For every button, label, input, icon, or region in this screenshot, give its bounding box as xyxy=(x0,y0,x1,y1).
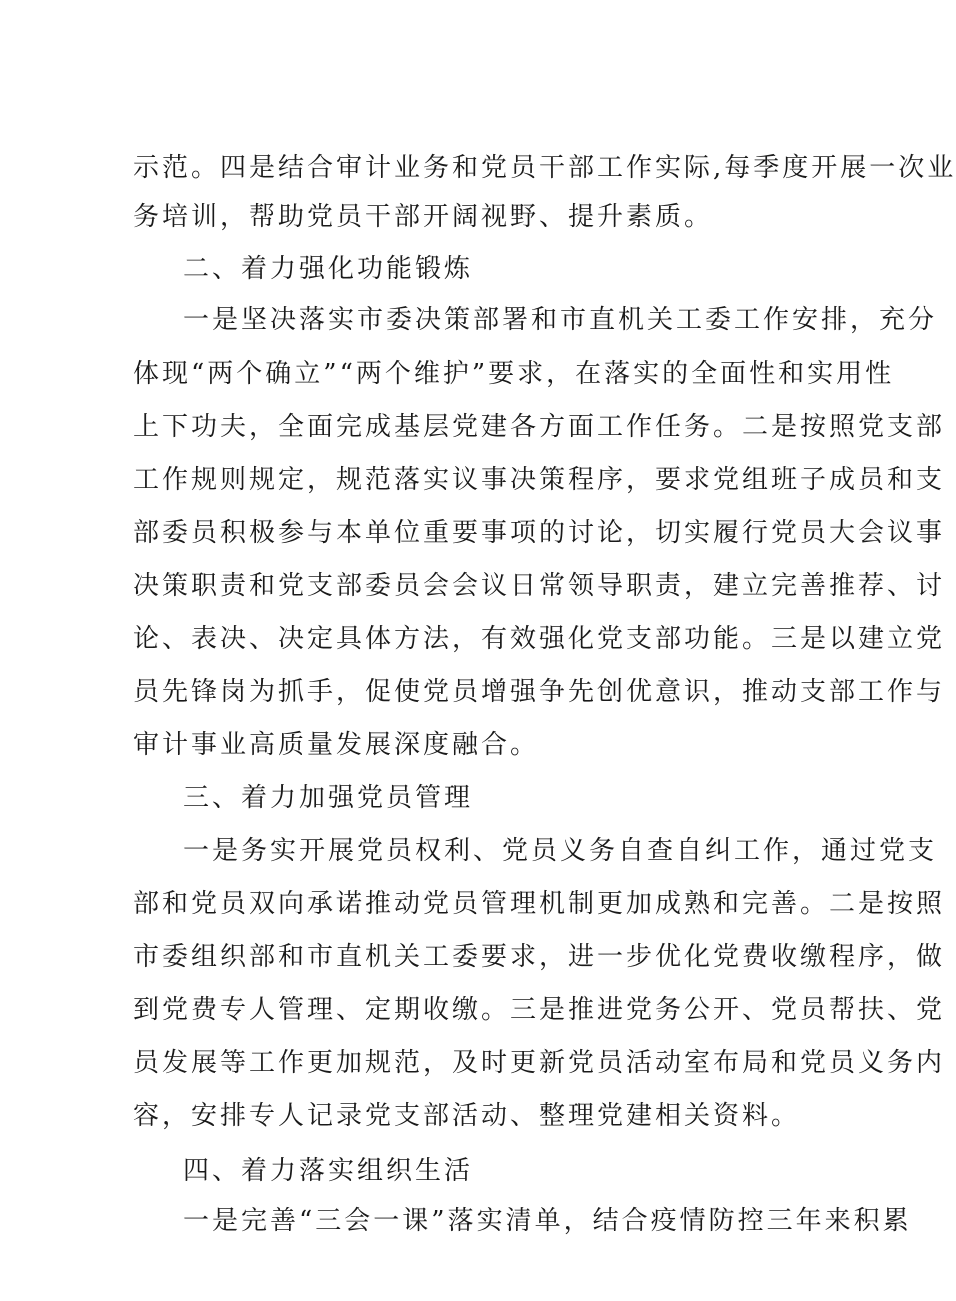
paragraph-line: 工作规则规定，规范落实议事决策程序，要求党组班子成员和支 xyxy=(133,465,946,495)
paragraph-line: 审计事业高质量发展深度融合。 xyxy=(133,730,540,760)
paragraph-line: 上下功夫，全面完成基层党建各方面工作任务。二是按照党支部 xyxy=(133,412,946,442)
section-heading: 四、着力落实组织生活 xyxy=(183,1156,474,1186)
section-heading: 二、着力强化功能锻炼 xyxy=(183,254,474,284)
paragraph-line: 到党费专人管理、定期收缴。三是推进党务公开、党员帮扶、党 xyxy=(133,995,946,1025)
paragraph-line: 示范。四是结合审计业务和党员干部工作实际,每季度开展一次业 xyxy=(133,153,956,183)
paragraph-line: 一是坚决落实市委决策部署和市直机关工委工作安排，充分 xyxy=(183,305,938,335)
paragraph-line: 一是完善“三会一课”落实清单，结合疫情防控三年来积累 xyxy=(183,1206,912,1236)
paragraph-line: 部委员积极参与本单位重要事项的讨论，切实履行党员大会议事 xyxy=(133,518,946,548)
paragraph-line: 务培训，帮助党员干部开阔视野、提升素质。 xyxy=(133,202,714,232)
paragraph-line: 论、表决、决定具体方法，有效强化党支部功能。三是以建立党 xyxy=(133,624,946,654)
paragraph-line: 决策职责和党支部委员会会议日常领导职责，建立完善推荐、讨 xyxy=(133,571,946,601)
paragraph-line: 体现“两个确立”“两个维护”要求，在落实的全面性和实用性 xyxy=(133,359,895,389)
paragraph-line: 部和党员双向承诺推动党员管理机制更加成熟和完善。二是按照 xyxy=(133,889,946,919)
section-heading: 三、着力加强党员管理 xyxy=(183,783,474,813)
paragraph-line: 员发展等工作更加规范，及时更新党员活动室布局和党员义务内 xyxy=(133,1048,946,1078)
paragraph-line: 员先锋岗为抓手，促使党员增强争先创优意识，推动支部工作与 xyxy=(133,677,946,707)
paragraph-line: 市委组织部和市直机关工委要求，进一步优化党费收缴程序，做 xyxy=(133,942,946,972)
paragraph-line: 一是务实开展党员权利、党员义务自查自纠工作，通过党支 xyxy=(183,836,938,866)
paragraph-line: 容，安排专人记录党支部活动、整理党建相关资料。 xyxy=(133,1101,801,1131)
